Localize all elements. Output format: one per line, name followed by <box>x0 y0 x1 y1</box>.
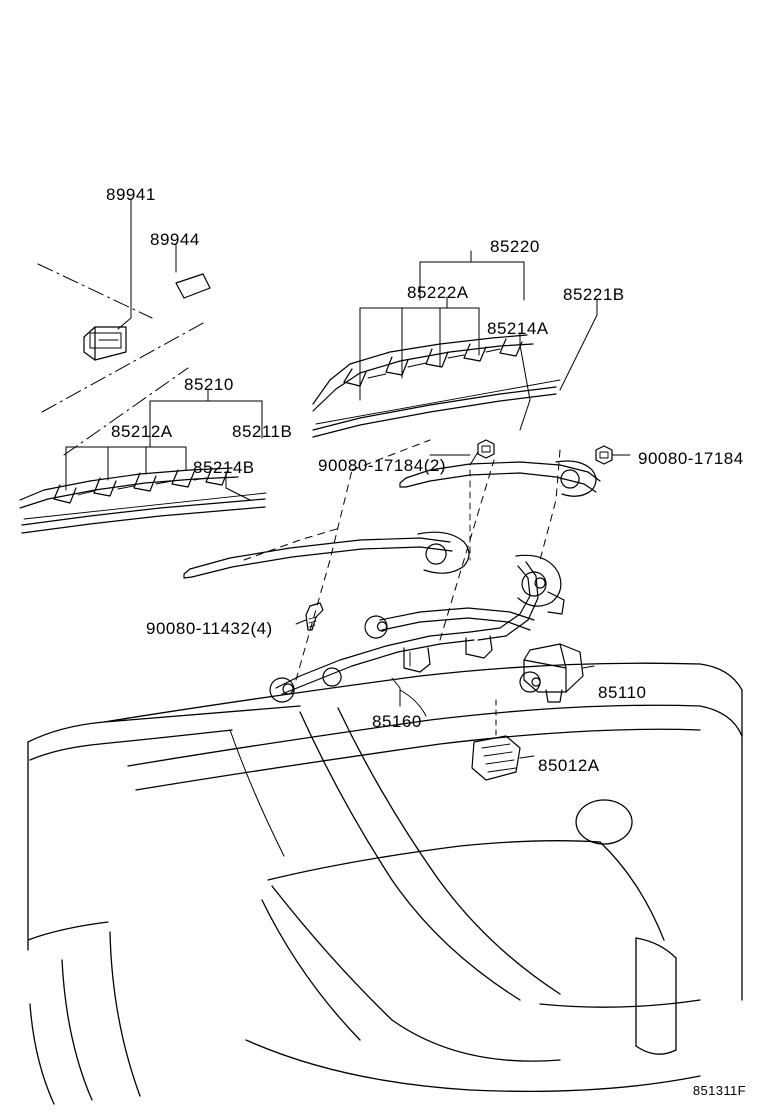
label-90080-11432-4: 90080-11432(4) <box>146 619 273 638</box>
label-85221B: 85221B <box>563 285 625 304</box>
label-85212A: 85212A <box>111 422 173 441</box>
sheet-code: 851311F <box>692 1083 746 1098</box>
label-85211B: 85211B <box>232 422 293 441</box>
label-85220: 85220 <box>490 237 540 256</box>
label-85110: 85110 <box>598 683 647 702</box>
part-89941-rain-sensor <box>84 200 131 360</box>
part-89944-bracket <box>176 245 210 298</box>
label-85160: 85160 <box>372 712 422 731</box>
label-85210: 85210 <box>184 375 234 394</box>
part-90080-11432-screw <box>296 603 323 630</box>
label-90080-17184: 90080-17184 <box>638 449 744 468</box>
label-90080-17184-2: 90080-17184(2) <box>318 456 446 475</box>
label-85222A: 85222A <box>407 283 469 302</box>
label-85012A: 85012A <box>538 756 600 775</box>
part-85110-wiper-motor <box>520 644 594 702</box>
part-wiper-arm-driver <box>184 532 469 578</box>
part-90080-17184-nut-right <box>596 446 630 464</box>
label-85214B: 85214B <box>193 458 255 477</box>
part-85220-wiper-blade-assembly <box>313 251 597 437</box>
part-wiper-arm-passenger <box>400 461 600 560</box>
label-89944: 89944 <box>150 230 200 249</box>
label-89941: 89941 <box>106 185 156 204</box>
label-85214A: 85214A <box>487 319 549 338</box>
